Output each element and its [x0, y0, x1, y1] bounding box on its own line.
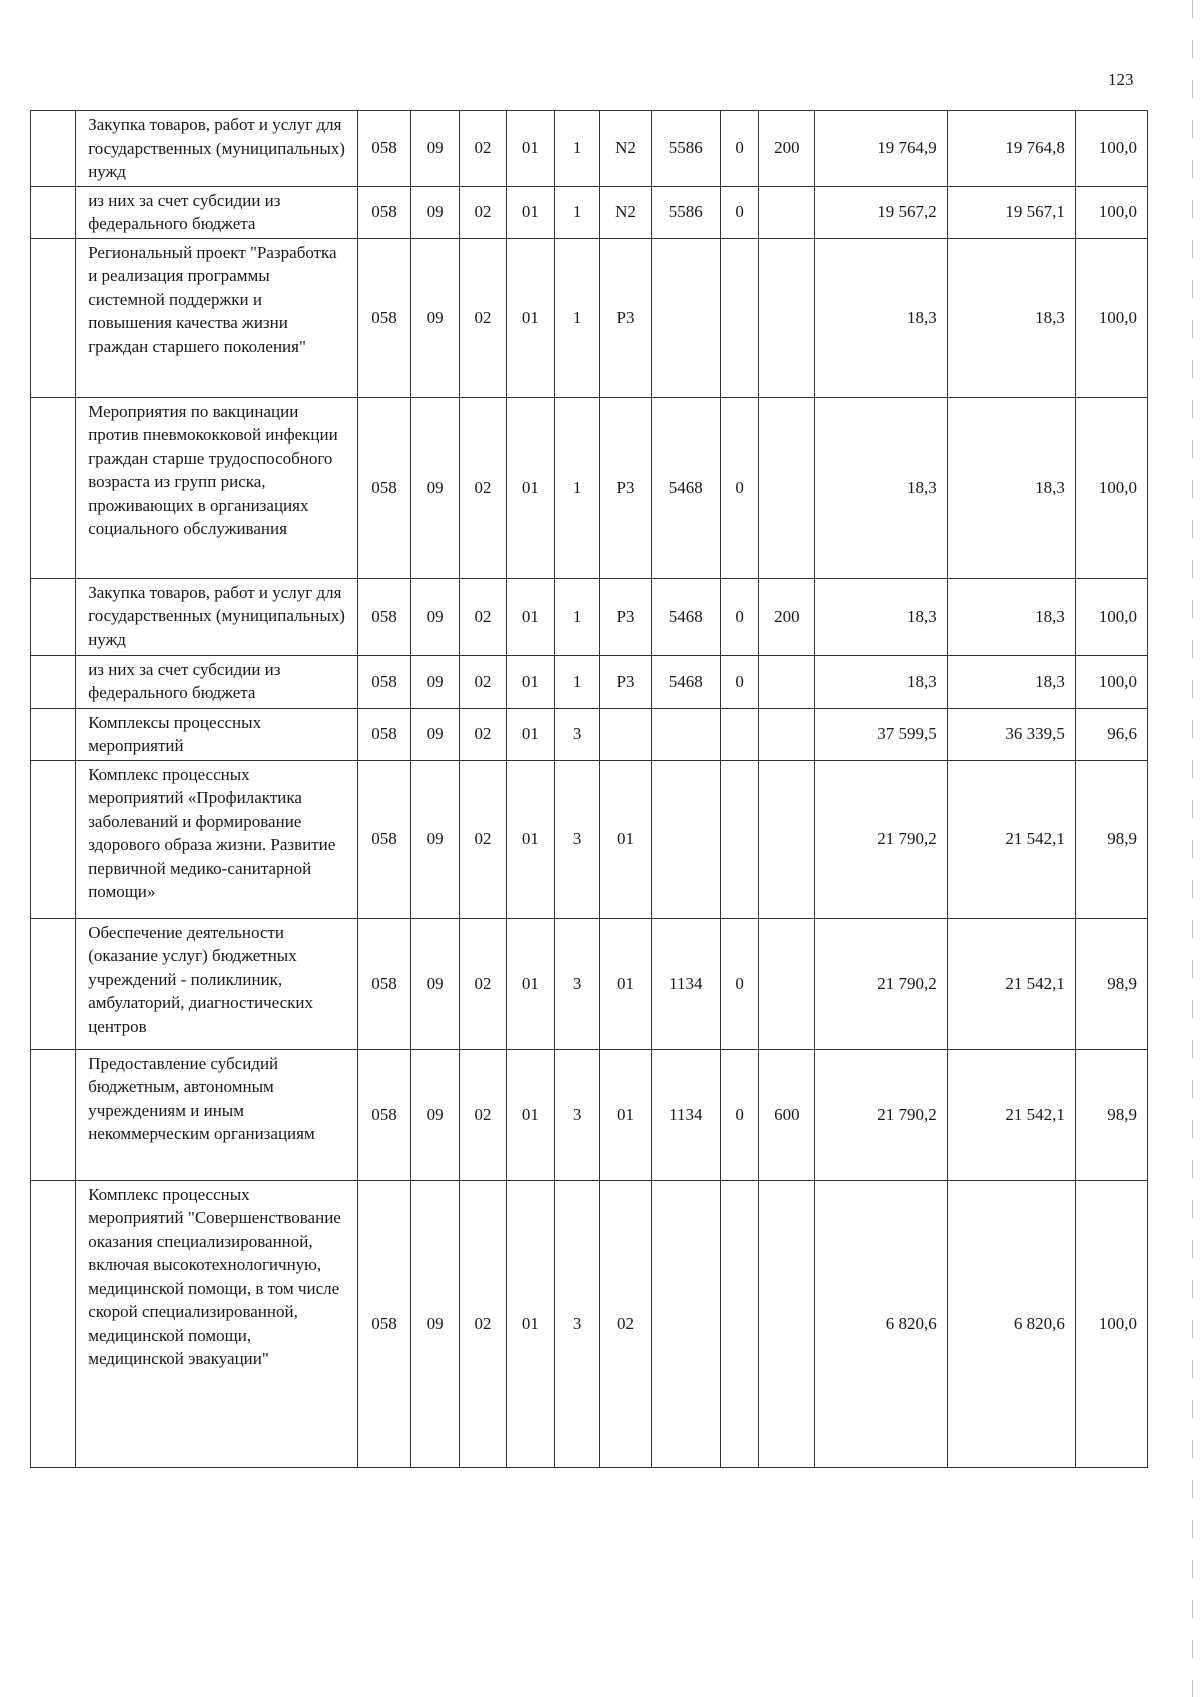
code-ved: 058 — [358, 708, 411, 760]
table-row — [31, 760, 1148, 918]
percent-value: 100,0 — [1075, 111, 1147, 187]
row-name: Мероприятия по вакцинации против пневмококковой инфекции граждан старше трудоспособного возраста из групп риска, проживающих в организациях социального обслуживания — [76, 397, 358, 578]
code-cs2: 3 — [555, 918, 600, 1049]
code-pr: 02 — [460, 238, 506, 397]
fact-value: 36 339,5 — [947, 708, 1075, 760]
code-vr — [759, 655, 815, 708]
code-ved: 058 — [358, 1049, 411, 1180]
code-vr — [759, 238, 815, 397]
code-rz: 09 — [410, 918, 460, 1049]
row-number-cell — [31, 578, 76, 655]
code-pr: 02 — [460, 578, 506, 655]
fact-value: 21 542,1 — [947, 760, 1075, 918]
code-cs1: 01 — [506, 238, 554, 397]
code-cs4: 5586 — [651, 186, 720, 238]
code-vr: 600 — [759, 1049, 815, 1180]
page-number: 123 — [1108, 70, 1134, 89]
code-cs4: 5586 — [651, 111, 720, 187]
code-ved: 058 — [358, 397, 411, 578]
code-cs2: 1 — [555, 655, 600, 708]
code-cs1: 01 — [506, 111, 554, 187]
percent-value: 100,0 — [1075, 238, 1147, 397]
row-name: Предоставление субсидий бюджетным, автономным учреждениям и иным некоммерческим организациям — [76, 1049, 358, 1180]
table-row — [31, 1049, 1148, 1180]
code-cs3: P3 — [600, 238, 652, 397]
percent-value: 100,0 — [1075, 186, 1147, 238]
code-pr: 02 — [460, 1049, 506, 1180]
code-cs3: 01 — [600, 760, 652, 918]
percent-value: 100,0 — [1075, 655, 1147, 708]
code-rz: 09 — [410, 708, 460, 760]
table-row — [31, 186, 1148, 238]
code-cs1: 01 — [506, 397, 554, 578]
row-number-cell — [31, 397, 76, 578]
plan-value: 18,3 — [815, 238, 947, 397]
row-number-cell — [31, 655, 76, 708]
code-vr: 200 — [759, 111, 815, 187]
row-name: Региональный проект "Разработка и реализация программы системной поддержки и повышения качества жизни граждан старшего поколения" — [76, 238, 358, 397]
code-cs2: 3 — [555, 708, 600, 760]
row-name: Закупка товаров, работ и услуг для государственных (муниципальных) нужд — [76, 578, 358, 655]
code-pr: 02 — [460, 1180, 506, 1467]
plan-value: 18,3 — [815, 397, 947, 578]
code-pr: 02 — [460, 918, 506, 1049]
code-pr: 02 — [460, 760, 506, 918]
code-pr: 02 — [460, 111, 506, 187]
fact-value: 6 820,6 — [947, 1180, 1075, 1467]
code-vr — [759, 760, 815, 918]
code-rz: 09 — [410, 655, 460, 708]
code-cs1: 01 — [506, 1049, 554, 1180]
row-name: Обеспечение деятельности (оказание услуг) бюджетных учреждений - поликлиник, амбулаторий, диагностических центров — [76, 918, 358, 1049]
row-number-cell — [31, 1049, 76, 1180]
percent-value: 98,9 — [1075, 760, 1147, 918]
code-cs2: 1 — [555, 578, 600, 655]
plan-value: 21 790,2 — [815, 918, 947, 1049]
code-cs2: 1 — [555, 397, 600, 578]
code-cs4 — [651, 1180, 720, 1467]
code-rz: 09 — [410, 111, 460, 187]
row-number-cell — [31, 918, 76, 1049]
code-cs4: 1134 — [651, 918, 720, 1049]
row-number-cell — [31, 1180, 76, 1467]
code-cs1: 01 — [506, 1180, 554, 1467]
code-cs2: 3 — [555, 1049, 600, 1180]
code-cs5 — [720, 760, 759, 918]
code-cs2: 3 — [555, 1180, 600, 1467]
percent-value: 96,6 — [1075, 708, 1147, 760]
code-rz: 09 — [410, 397, 460, 578]
code-cs1: 01 — [506, 760, 554, 918]
code-vr — [759, 1180, 815, 1467]
table-row — [31, 708, 1148, 760]
code-cs1: 01 — [506, 578, 554, 655]
code-pr: 02 — [460, 186, 506, 238]
code-rz: 09 — [410, 238, 460, 397]
code-cs2: 1 — [555, 186, 600, 238]
code-cs5 — [720, 1180, 759, 1467]
code-ved: 058 — [358, 111, 411, 187]
code-cs5 — [720, 238, 759, 397]
percent-value: 98,9 — [1075, 918, 1147, 1049]
table-row — [31, 238, 1148, 397]
code-cs3: P3 — [600, 578, 652, 655]
code-cs4: 5468 — [651, 578, 720, 655]
percent-value: 98,9 — [1075, 1049, 1147, 1180]
code-cs3: 02 — [600, 1180, 652, 1467]
code-cs1: 01 — [506, 655, 554, 708]
code-cs4 — [651, 760, 720, 918]
row-name: Закупка товаров, работ и услуг для государственных (муниципальных) нужд — [76, 111, 358, 187]
plan-value: 37 599,5 — [815, 708, 947, 760]
code-rz: 09 — [410, 1180, 460, 1467]
table-row — [31, 1180, 1148, 1467]
code-cs3: 01 — [600, 918, 652, 1049]
row-name: Комплекс процессных мероприятий «Профилактика заболеваний и формирование здорового образа жизни. Развитие первичной медико-санитарной помощи» — [76, 760, 358, 918]
code-cs4: 5468 — [651, 655, 720, 708]
plan-value: 6 820,6 — [815, 1180, 947, 1467]
code-cs3: P3 — [600, 655, 652, 708]
plan-value: 19 567,2 — [815, 186, 947, 238]
fact-value: 19 567,1 — [947, 186, 1075, 238]
code-cs5: 0 — [720, 1049, 759, 1180]
code-ved: 058 — [358, 238, 411, 397]
percent-value: 100,0 — [1075, 578, 1147, 655]
code-cs5: 0 — [720, 578, 759, 655]
fact-value: 21 542,1 — [947, 1049, 1075, 1180]
fact-value: 21 542,1 — [947, 918, 1075, 1049]
table-row — [31, 918, 1148, 1049]
code-vr — [759, 186, 815, 238]
percent-value: 100,0 — [1075, 397, 1147, 578]
fact-value: 18,3 — [947, 238, 1075, 397]
plan-value: 19 764,9 — [815, 111, 947, 187]
code-cs2: 3 — [555, 760, 600, 918]
code-cs3 — [600, 708, 652, 760]
row-name: Комплекс процессных мероприятий "Совершенствование оказания специализированной, включая высокотехнологичную, медицинской помощи, в том числе скорой специализированной, медицинской помощи, медицинской эвакуации" — [76, 1180, 358, 1467]
code-rz: 09 — [410, 578, 460, 655]
fact-value: 18,3 — [947, 578, 1075, 655]
code-cs4: 5468 — [651, 397, 720, 578]
code-cs5: 0 — [720, 111, 759, 187]
row-number-cell — [31, 238, 76, 397]
code-pr: 02 — [460, 655, 506, 708]
row-number-cell — [31, 760, 76, 918]
code-ved: 058 — [358, 186, 411, 238]
code-vr — [759, 397, 815, 578]
plan-value: 18,3 — [815, 655, 947, 708]
code-cs3: 01 — [600, 1049, 652, 1180]
scan-edge-line — [1192, 0, 1193, 1697]
code-cs4 — [651, 238, 720, 397]
row-number-cell — [31, 708, 76, 760]
code-ved: 058 — [358, 578, 411, 655]
code-cs1: 01 — [506, 708, 554, 760]
plan-value: 21 790,2 — [815, 1049, 947, 1180]
code-cs4: 1134 — [651, 1049, 720, 1180]
code-cs5: 0 — [720, 186, 759, 238]
code-vr — [759, 708, 815, 760]
code-cs5: 0 — [720, 397, 759, 578]
code-cs3: P3 — [600, 397, 652, 578]
code-rz: 09 — [410, 1049, 460, 1180]
code-ved: 058 — [358, 1180, 411, 1467]
budget-table — [30, 110, 1148, 1468]
fact-value: 18,3 — [947, 655, 1075, 708]
code-ved: 058 — [358, 760, 411, 918]
code-cs5: 0 — [720, 655, 759, 708]
code-pr: 02 — [460, 708, 506, 760]
row-number-cell — [31, 111, 76, 187]
row-name: из них за счет субсидии из федерального бюджета — [76, 186, 358, 238]
percent-value: 100,0 — [1075, 1180, 1147, 1467]
code-pr: 02 — [460, 397, 506, 578]
table-row — [31, 578, 1148, 655]
row-number-cell — [31, 186, 76, 238]
code-vr — [759, 918, 815, 1049]
code-cs4 — [651, 708, 720, 760]
plan-value: 21 790,2 — [815, 760, 947, 918]
code-ved: 058 — [358, 655, 411, 708]
table-row — [31, 111, 1148, 187]
code-cs5: 0 — [720, 918, 759, 1049]
code-cs2: 1 — [555, 238, 600, 397]
plan-value: 18,3 — [815, 578, 947, 655]
table-row — [31, 397, 1148, 578]
code-cs5 — [720, 708, 759, 760]
code-ved: 058 — [358, 918, 411, 1049]
fact-value: 19 764,8 — [947, 111, 1075, 187]
code-cs2: 1 — [555, 111, 600, 187]
code-cs3: N2 — [600, 186, 652, 238]
code-rz: 09 — [410, 760, 460, 918]
fact-value: 18,3 — [947, 397, 1075, 578]
code-rz: 09 — [410, 186, 460, 238]
code-cs1: 01 — [506, 918, 554, 1049]
table-row — [31, 655, 1148, 708]
code-cs3: N2 — [600, 111, 652, 187]
row-name: Комплексы процессных мероприятий — [76, 708, 358, 760]
code-vr: 200 — [759, 578, 815, 655]
row-name: из них за счет субсидии из федерального бюджета — [76, 655, 358, 708]
code-cs1: 01 — [506, 186, 554, 238]
